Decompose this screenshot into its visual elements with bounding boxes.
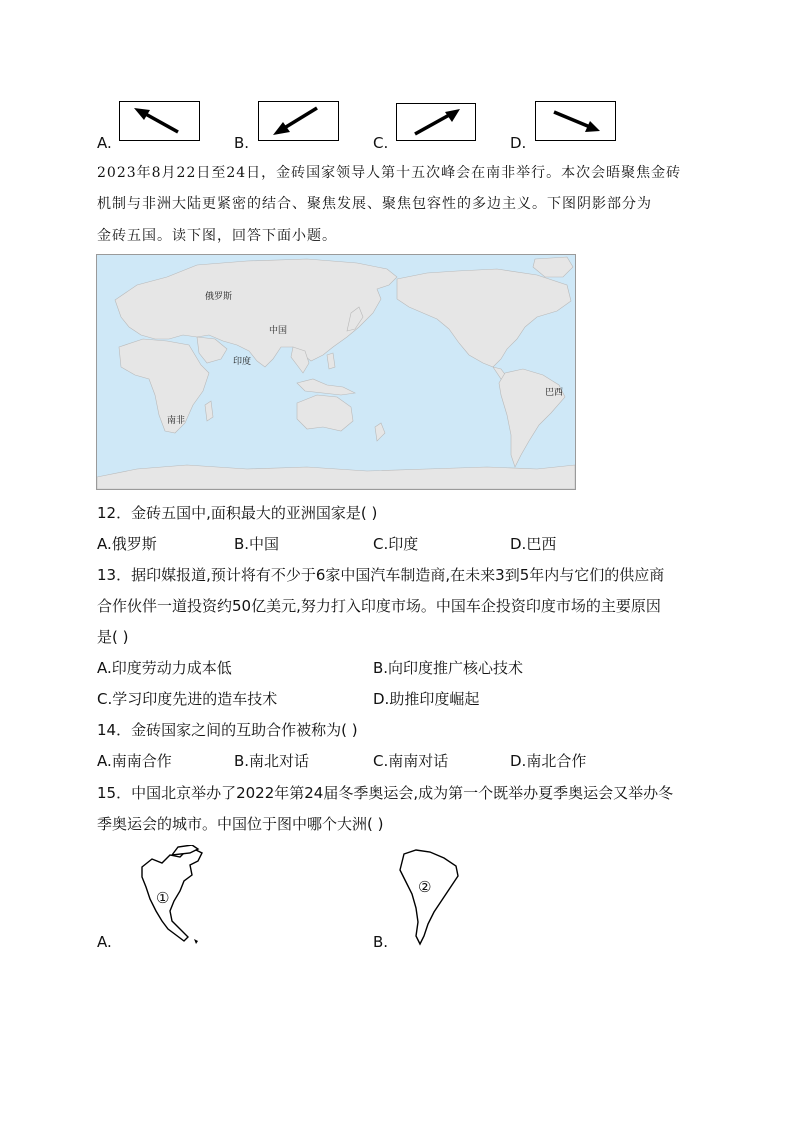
question-13-stem-line-2: 合作伙伴一道投资约50亿美元,努力打入印度市场。中国车企投资印度市场的主要原因 <box>97 597 661 615</box>
south-america-outline-icon <box>396 848 466 946</box>
question-13-option-c[interactable]: C.学习印度先进的造车技术 <box>97 690 278 708</box>
question-15-option-b[interactable]: B. <box>373 933 389 951</box>
question-15-option-a[interactable]: A. <box>97 933 112 951</box>
question-12-stem: 12．金砖五国中,面积最大的亚洲国家是( ) <box>97 504 378 522</box>
question-13-stem-line-1: 13．据印媒报道,预计将有不少于6家中国汽车制造商,在未来3到5年内与它们的供应商 <box>97 566 665 584</box>
passage-line-1: 2023年8月22日至24日，金砖国家领导人第十五次峰会在南非举行。本次会晤聚焦金砖 <box>97 165 682 181</box>
question-13-option-d[interactable]: D.助推印度崛起 <box>373 690 480 708</box>
option-d-label: D. <box>510 134 527 152</box>
question-12-option-d[interactable]: D.巴西 <box>510 535 557 553</box>
option-a-label: A. <box>97 134 112 152</box>
arrow-down-right-icon <box>535 101 616 141</box>
map-label-china: 中国 <box>269 326 288 336</box>
question-14-option-b[interactable]: B.南北对话 <box>234 752 310 770</box>
continent-label-2: ② <box>418 878 432 896</box>
arrow-up-right-icon <box>396 103 476 141</box>
map-label-russia: 俄罗斯 <box>205 292 233 302</box>
continent-label-1: ① <box>156 889 170 907</box>
question-13-stem-line-3: 是( ) <box>97 628 129 646</box>
question-12-option-b[interactable]: B.中国 <box>234 535 280 553</box>
question-13-option-a[interactable]: A.印度劳动力成本低 <box>97 659 232 677</box>
passage-line-3: 金砖五国。读下图，回答下面小题。 <box>97 228 337 244</box>
map-label-india: 印度 <box>233 357 252 367</box>
passage-line-2: 机制与非洲大陆更紧密的结合、聚焦发展、聚焦包容性的多边主义。下图阴影部分为 <box>97 196 652 212</box>
world-map-graphic <box>97 255 575 489</box>
question-15-stem-line-2: 季奥运会的城市。中国位于图中哪个大洲( ) <box>97 815 384 833</box>
brics-world-map <box>96 254 576 490</box>
question-12-option-c[interactable]: C.印度 <box>373 535 419 553</box>
question-14-option-d[interactable]: D.南北合作 <box>510 752 587 770</box>
arrow-down-left-icon <box>258 101 339 141</box>
option-c-label: C. <box>373 134 389 152</box>
option-b-label: B. <box>234 134 250 152</box>
question-14-option-c[interactable]: C.南南对话 <box>373 752 449 770</box>
map-label-south-africa: 南非 <box>167 416 186 426</box>
arrow-up-left-icon <box>119 101 200 141</box>
question-12-option-a[interactable]: A.俄罗斯 <box>97 535 157 553</box>
question-15-stem-line-1: 15．中国北京举办了2022年第24届冬季奥运会,成为第一个既举办夏季奥运会又举办冬 <box>97 784 674 802</box>
map-label-brazil: 巴西 <box>545 388 564 398</box>
north-america-outline-icon <box>134 845 224 945</box>
question-13-option-b[interactable]: B.向印度推广核心技术 <box>373 659 524 677</box>
question-14-option-a[interactable]: A.南南合作 <box>97 752 172 770</box>
question-14-stem: 14．金砖国家之间的互助合作被称为( ) <box>97 721 358 739</box>
